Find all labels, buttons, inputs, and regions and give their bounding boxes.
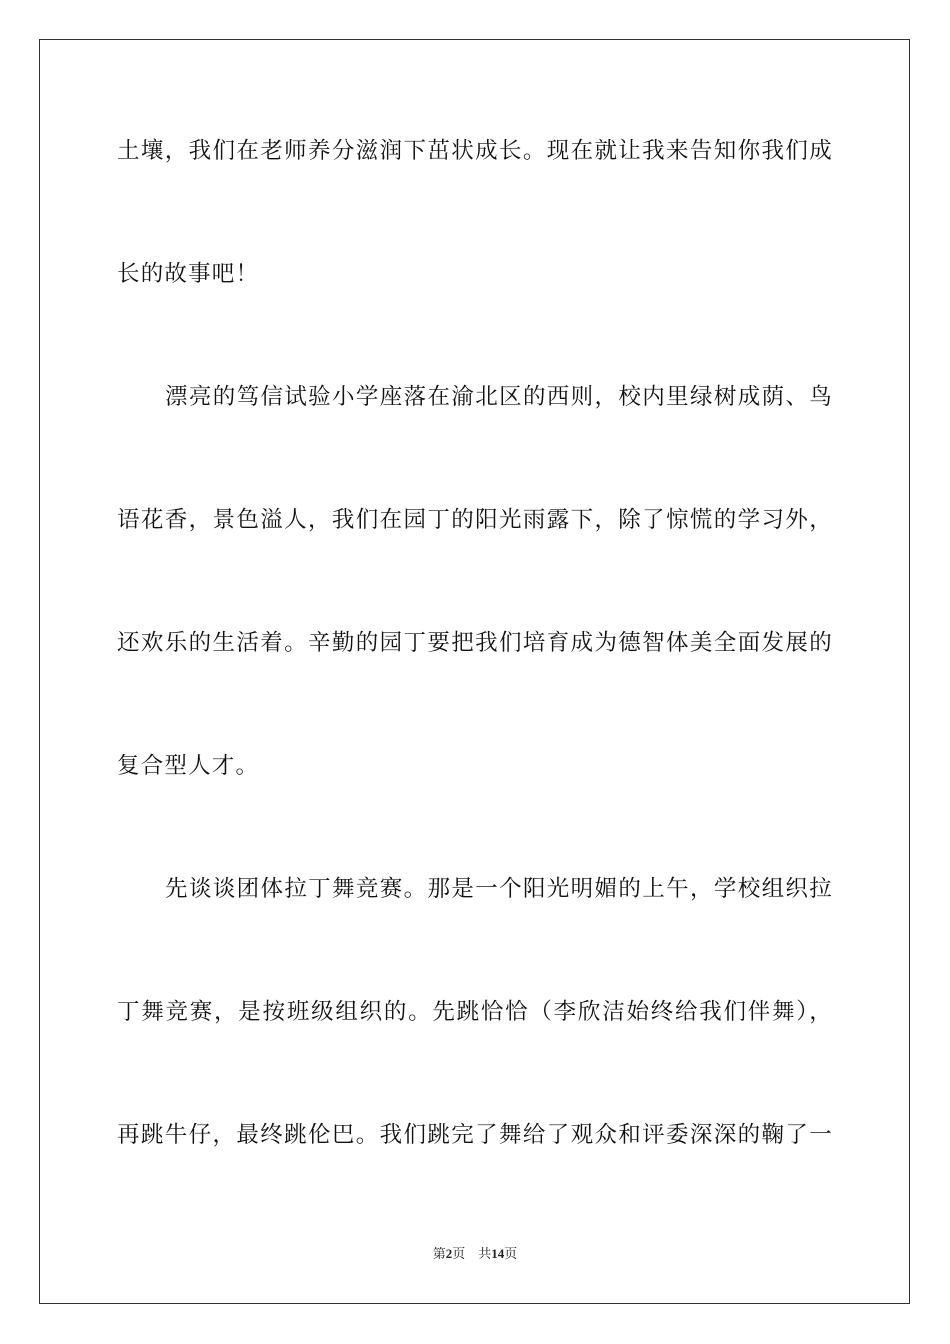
page-border <box>39 39 910 1304</box>
page-footer <box>0 1245 950 1263</box>
text-line-1: 土壤，我们在老师养分滋润下茁状成长。现在就让我来告知你我们成 <box>117 138 833 164</box>
text-line-5: 还欢乐的生活着。辛勤的园丁要把我们培育成为德智体美全面发展的 <box>117 630 833 656</box>
footer-page-suffix: 页 <box>452 1246 466 1261</box>
footer-total-prefix: 共 <box>478 1246 492 1261</box>
footer-total-suffix: 页 <box>504 1246 518 1261</box>
text-line-4: 语花香，景色溢人，我们在园丁的阳光雨露下，除了惊慌的学习外， <box>117 507 833 533</box>
text-line-7: 先谈谈团体拉丁舞竞赛。那是一个阳光明媚的上午，学校组织拉 <box>165 876 833 902</box>
text-line-2: 长的故事吧！ <box>117 261 260 287</box>
text-line-8: 丁舞竞赛，是按班级组织的。先跳恰恰（李欣洁始终给我们伴舞）， <box>117 999 833 1025</box>
footer-page-prefix: 第 <box>432 1246 446 1261</box>
text-line-9: 再跳牛仔，最终跳伦巴。我们跳完了舞给了观众和评委深深的鞠了一 <box>117 1122 833 1148</box>
footer-total-pages: 14 <box>491 1246 505 1261</box>
text-line-3: 漂亮的笃信试验小学座落在渝北区的西则，校内里绿树成荫、鸟 <box>165 384 833 410</box>
text-line-6: 复合型人才。 <box>117 753 260 779</box>
footer-page-number: 2 <box>445 1246 453 1261</box>
